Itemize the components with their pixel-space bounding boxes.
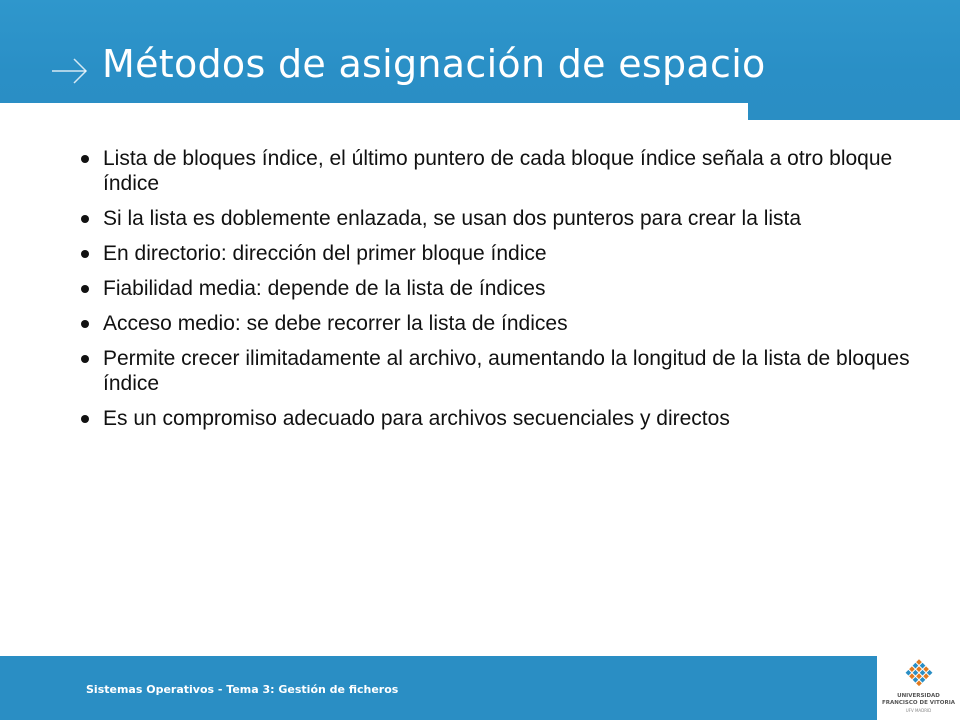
bullet-item — [78, 276, 928, 301]
university-logo-icon — [898, 654, 940, 690]
bullet-dot — [81, 250, 89, 258]
arrow-right-icon — [50, 54, 90, 88]
bullet-item — [78, 311, 928, 336]
bullet-dot — [81, 320, 89, 328]
bullet-text: Es un compromiso adecuado para archivos secuenciales y directos — [103, 407, 730, 430]
bullet-item — [78, 406, 928, 431]
footer-band — [0, 656, 877, 720]
bullet-text: Permite crecer ilimitadamente al archivo, aumentando la longitud de la lista de bloques índice — [103, 347, 910, 395]
bullet-text: Acceso medio: se debe recorrer la lista de índices — [103, 312, 568, 335]
bullet-item — [78, 346, 928, 396]
header-band — [0, 0, 960, 120]
bullet-dot — [81, 155, 89, 163]
footer-text: Sistemas Operativos - Tema 3: Gestión de ficheros — [86, 683, 399, 696]
bullet-dot — [81, 285, 89, 293]
bullet-text: En directorio: dirección del primer bloque índice — [103, 242, 547, 265]
bullet-item — [78, 146, 928, 196]
bullet-dot — [81, 355, 89, 363]
bullet-dot — [81, 415, 89, 423]
bullet-text: Lista de bloques índice, el último puntero de cada bloque índice señala a otro bloque índice — [103, 147, 893, 195]
bullet-item — [78, 241, 928, 266]
logo-text-line-2: FRANCISCO DE VITORIA — [881, 700, 956, 706]
bullet-text: Fiabilidad media: depende de la lista de índices — [103, 277, 546, 300]
header-white-inset — [0, 103, 748, 120]
bullet-dot — [81, 215, 89, 223]
bullet-item — [78, 206, 928, 231]
bullet-list — [78, 146, 928, 441]
logo-text-line-1: UNIVERSIDAD — [897, 693, 940, 699]
university-logo — [877, 648, 960, 720]
bullet-text: Si la lista es doblemente enlazada, se usan dos punteros para crear la lista — [103, 207, 802, 230]
slide-title: Métodos de asignación de espacio — [102, 42, 766, 86]
logo-text-line-3: UFV MADRID — [905, 708, 932, 713]
